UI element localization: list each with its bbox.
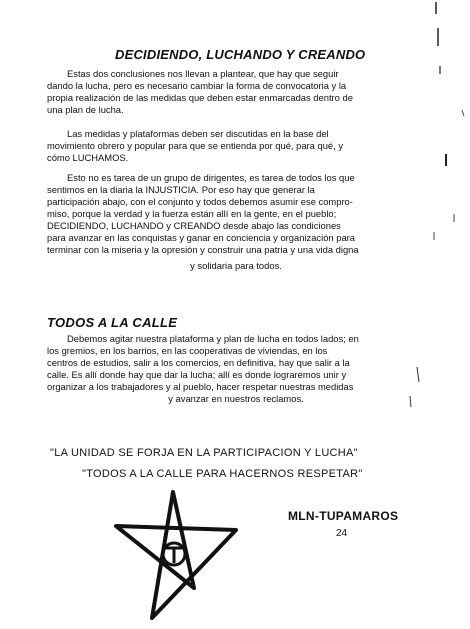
paragraph-tarea bbox=[47, 172, 425, 272]
paragraph-line: una plan de lucha. bbox=[47, 104, 124, 115]
paragraph-agitar bbox=[47, 333, 425, 405]
paragraph-medidas bbox=[47, 128, 425, 164]
paragraph-line: Las medidas y plataformas deben ser discutidas en la base del bbox=[67, 128, 329, 139]
section-heading-todos-a-la-calle: TODOS A LA CALLE bbox=[47, 315, 178, 330]
paragraph-conclusiones bbox=[47, 68, 425, 116]
paragraph-line: propia realización de las medidas que deben estar enmarcadas dentro de bbox=[47, 92, 353, 103]
paragraph-line: Estas dos conclusiones nos llevan a plantear, que hay que seguir bbox=[67, 68, 339, 79]
section-heading-decidiendo: DECIDIENDO, LUCHANDO Y CREANDO bbox=[115, 47, 366, 62]
paragraph-line: los gremios, en los barrios, en las cooperativas de viviendas, en los bbox=[47, 345, 328, 356]
tupamaros-star-emblem bbox=[108, 488, 248, 623]
paragraph-line: miso, porque la verdad y la fuerza están allí en la gente, en el pueblo; bbox=[47, 208, 337, 219]
paragraph-line: DECIDIENDO, LUCHANDO y CREANDO desde abajo las condiciones bbox=[47, 220, 341, 231]
slogan-unidad: "LA UNIDAD SE FORJA EN LA PARTICIPACION Y LUCHA" bbox=[50, 447, 358, 459]
handwritten-page-note: 24 bbox=[336, 528, 348, 539]
paragraph-line: terminar con la miseria y la opresión y construir una patria y una vida digna bbox=[47, 244, 359, 255]
paragraph-line: sentimos en la diaria la INJUSTICIA. Por eso hay que generar la bbox=[47, 184, 315, 195]
paragraph-line: para avanzar en las conquistas y ganar en conciencia y organización para bbox=[47, 232, 356, 243]
paragraph-line: Debemos agitar nuestra plataforma y plan de lucha en todos lados; en bbox=[67, 333, 359, 344]
paragraph-line: organizar a los trabajadores y al pueblo, hacer respetar nuestras medidas bbox=[47, 381, 354, 392]
slogan-todos-a-la-calle: "TODOS A LA CALLE PARA HACERNOS RESPETAR" bbox=[82, 468, 363, 480]
paragraph-line: centros de estudios, salir a los comercios, en definitiva, hay que salir a la bbox=[47, 357, 350, 368]
paragraph-line: y avanzar en nuestros reclamos. bbox=[168, 393, 304, 404]
paragraph-line: cómo LUCHAMOS. bbox=[47, 152, 129, 163]
paragraph-line: calle. Es allí donde hay que dar la lucha; allí es donde lograremos unir y bbox=[47, 369, 347, 380]
paragraph-line: movimiento obrero y popular para que se entienda por qué, para qué, y bbox=[47, 140, 344, 151]
paragraph-line: Esto no es tarea de un grupo de dirigentes, es tarea de todos los que bbox=[67, 172, 355, 183]
paragraph-line: dando la lucha, pero es necesario cambiar la forma de convocatoria y la bbox=[47, 80, 347, 91]
paragraph-line: participación abajo, con el conjunto y todos debemos asumir ese compro- bbox=[47, 196, 353, 207]
signature-mln-tupamaros: MLN-TUPAMAROS bbox=[288, 509, 399, 523]
paragraph-line: y solidaria para todos. bbox=[190, 260, 282, 271]
